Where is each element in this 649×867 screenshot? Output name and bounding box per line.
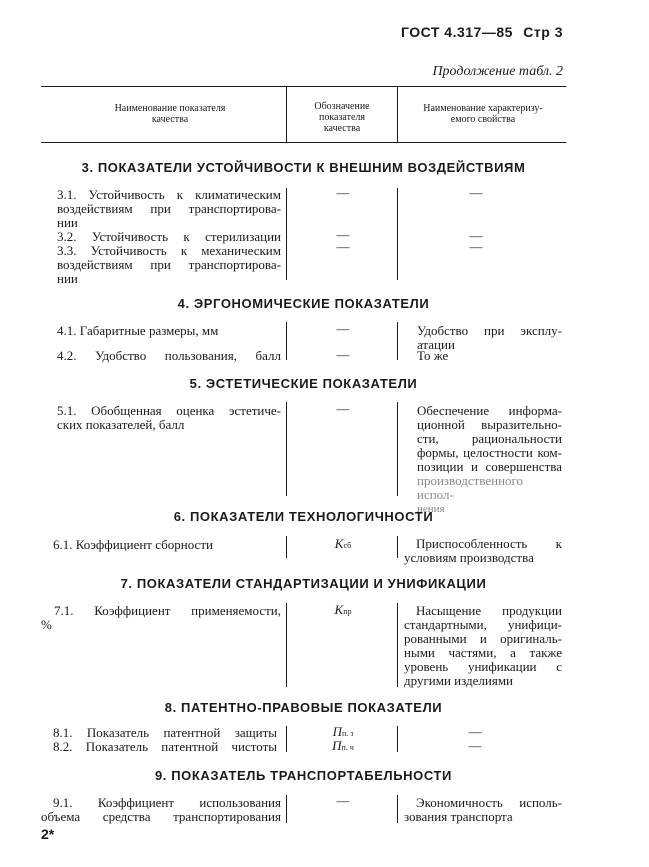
column-header-designation: Обозначение показателя качества <box>314 101 370 134</box>
row-3-3-property: — <box>469 239 483 254</box>
table-header-rule <box>41 142 566 143</box>
section-heading: 3. ПОКАЗАТЕЛИ УСТОЙЧИВОСТИ К ВНЕШНИМ ВОЗДЕЙСТВИЯМ <box>81 160 526 175</box>
page-header <box>401 24 563 40</box>
column-divider <box>286 603 287 687</box>
row-3-1-designation: — <box>336 185 350 200</box>
row-3-2-name: 3.2. Устойчивость к стерилизации <box>57 229 281 244</box>
section-heading: 6. ПОКАЗАТЕЛИ ТЕХНОЛОГИЧНОСТИ <box>173 509 434 524</box>
row-3-3-name: 3.3. Устойчивость к механическим воздействиям при транспортирова- <box>57 243 281 272</box>
page-number: Стр 3 <box>523 24 563 40</box>
row-5-1-designation: — <box>336 401 350 416</box>
table-continuation-note: Продолжение табл. 2 <box>432 64 563 79</box>
row-3-2-designation: — <box>336 227 350 242</box>
column-divider <box>286 322 287 360</box>
row-6-1-name: 6.1. Коэффициент сборности <box>53 537 213 552</box>
section-heading: 5. ЭСТЕТИЧЕСКИЕ ПОКАЗАТЕЛИ <box>189 376 418 391</box>
row-8-2-property: — <box>468 738 482 753</box>
row-4-2-name: 4.2. Удобство пользования, балл <box>57 348 281 363</box>
row-3-1-name-end: нии <box>57 215 78 230</box>
column-divider <box>286 536 287 558</box>
standard-number: ГОСТ 4.317—85 <box>400 24 513 40</box>
row-3-3-name-end: нии <box>57 271 78 286</box>
row-4-1-property: Удобство при эксплу- атации <box>417 323 562 352</box>
column-divider <box>286 188 287 280</box>
column-divider <box>397 402 398 496</box>
row-7-1-property: Насыщение продукции стандартными, унифици- рованными и оригиналь- ными частями, а также уровень унификации с другими изделиями <box>404 603 562 688</box>
row-8-1-property: — <box>468 724 482 739</box>
column-header-name: Наименование показателя качества <box>114 103 226 125</box>
row-3-1-name: 3.1. Устойчивость к климатическим воздействиям при транспортирова- <box>57 187 281 216</box>
column-divider <box>286 795 287 823</box>
row-4-1-name: 4.1. Габаритные размеры, мм <box>57 323 219 338</box>
row-8-1-name: 8.1. Показатель патентной защиты <box>53 725 277 740</box>
row-7-1-name: 7.1. Коэффициент применяемости, % <box>41 603 281 632</box>
row-3-2-property: — <box>469 228 483 243</box>
row-9-1-property: Экономичность исполь- зования транспорта <box>404 795 562 824</box>
section-heading: 4. ЭРГОНОМИЧЕСКИЕ ПОКАЗАТЕЛИ <box>177 296 430 311</box>
section-heading: 7. ПОКАЗАТЕЛИ СТАНДАРТИЗАЦИИ И УНИФИКАЦИИ <box>120 576 487 591</box>
section-heading: 9. ПОКАЗАТЕЛЬ ТРАНСПОРТАБЕЛЬНОСТИ <box>154 768 453 783</box>
row-9-1-name: 9.1. Коэффициент использования объема средства транспортирования <box>41 795 281 824</box>
row-4-2-property: То же <box>417 348 449 363</box>
row-6-1-designation: Kсб <box>334 536 352 551</box>
row-9-1-designation: — <box>336 793 350 808</box>
row-4-2-designation: — <box>336 347 350 362</box>
column-divider <box>397 86 398 142</box>
row-3-3-designation: — <box>336 239 350 254</box>
row-6-1-property: Приспособленность к условиям производства <box>404 536 562 565</box>
row-3-1-property: — <box>469 185 483 200</box>
row-5-1-name: 5.1. Обобщенная оценка эстетиче- ских показателей, балл <box>57 403 281 432</box>
column-header-property: Наименование характеризу- емого свойства <box>423 103 543 125</box>
section-heading: 8. ПАТЕНТНО-ПРАВОВЫЕ ПОКАЗАТЕЛИ <box>164 700 443 715</box>
row-5-1-property: Обеспечение информа- ционной выразительно- сти, рациональности формы, целостности ком- позиции и совершенства производственного испол- нения <box>417 403 562 515</box>
row-7-1-designation: Kпр <box>334 602 352 617</box>
sheet-mark: 2* <box>41 826 55 842</box>
row-8-2-name: 8.2. Показатель патентной чистоты <box>53 739 277 754</box>
row-8-2-designation: Пп. ч <box>332 738 354 753</box>
row-4-1-designation: — <box>336 321 350 336</box>
column-divider <box>286 402 287 496</box>
column-divider <box>286 86 287 142</box>
row-8-1-designation: Пп. з <box>332 724 354 739</box>
table-top-rule <box>41 86 566 87</box>
column-divider <box>286 726 287 752</box>
